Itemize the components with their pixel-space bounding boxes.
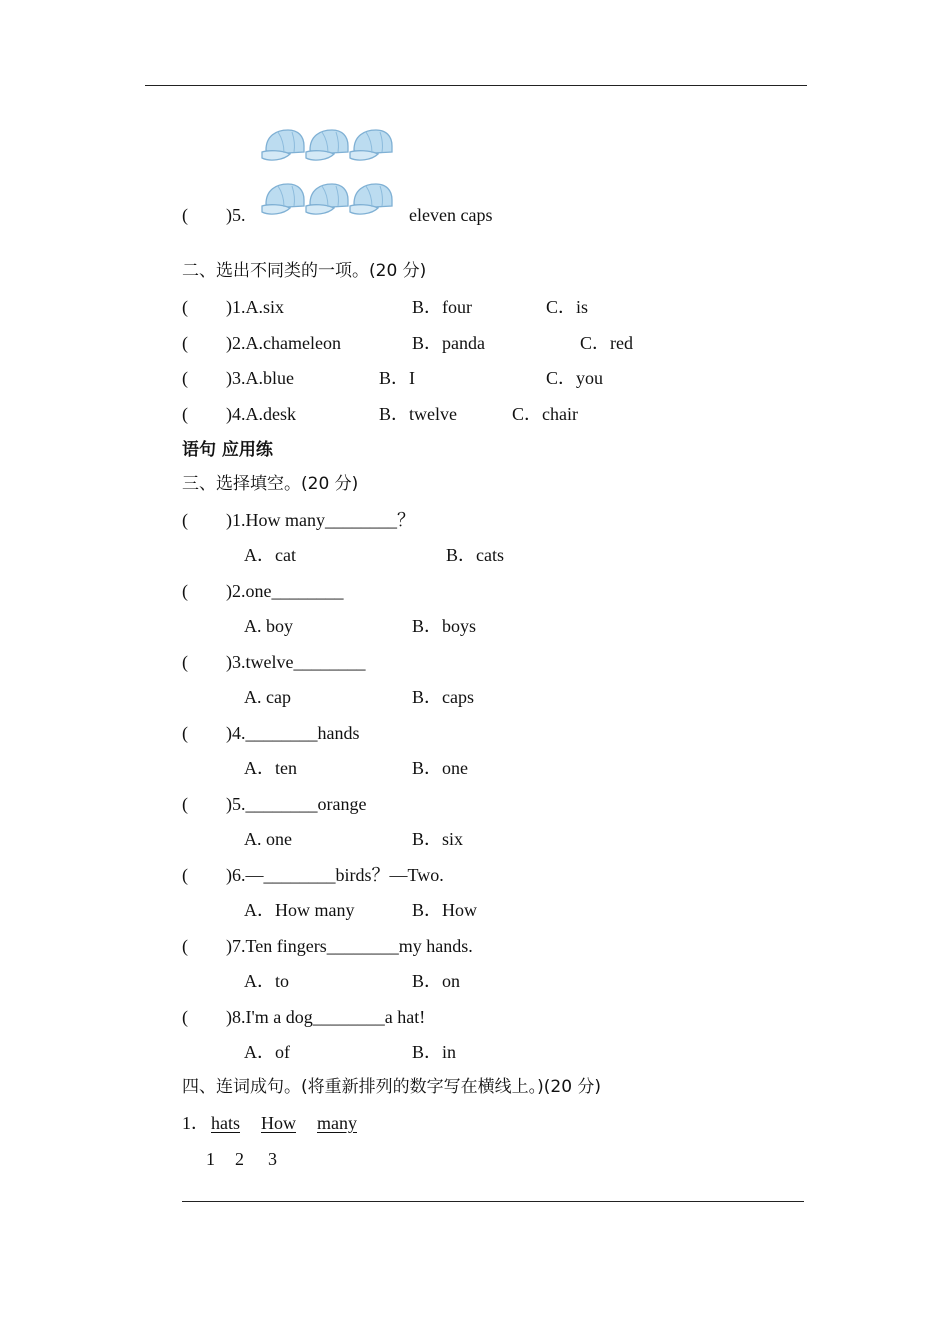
question-number: )5. bbox=[226, 205, 246, 225]
cap-icon bbox=[306, 130, 348, 160]
paren-open: ( bbox=[182, 404, 188, 424]
option-a: A．How many bbox=[244, 900, 355, 920]
option-b: B．twelve bbox=[379, 404, 457, 424]
question-text: )6.—________birds？—Two. bbox=[226, 865, 444, 885]
question-number: )3.A.blue bbox=[226, 368, 294, 388]
question-text: )2.one________ bbox=[226, 581, 344, 601]
paren-open: ( bbox=[182, 1007, 188, 1027]
option-b: B．cats bbox=[446, 545, 504, 565]
paren-open: ( bbox=[182, 794, 188, 814]
top-rule bbox=[145, 85, 807, 86]
section-heading: 二、选出不同类的一项。(20 分) bbox=[182, 261, 427, 281]
question-number: 1． bbox=[182, 1113, 209, 1133]
question-text: )1.How many________？ bbox=[226, 510, 415, 530]
option-a: A．of bbox=[244, 1042, 290, 1062]
scrambled-word: hats bbox=[211, 1113, 240, 1133]
question-text: )5.________orange bbox=[226, 794, 367, 814]
section-heading: 三、选择填空。(20 分) bbox=[182, 474, 359, 494]
option-a: A. one bbox=[244, 829, 292, 849]
paren-open: ( bbox=[182, 581, 188, 601]
question-number: )2.A.chameleon bbox=[226, 333, 341, 353]
paren-open: ( bbox=[182, 368, 188, 388]
question-text: )8.I'm a dog________a hat! bbox=[226, 1007, 426, 1027]
scrambled-word: How bbox=[261, 1113, 296, 1133]
cap-icon bbox=[350, 130, 392, 160]
caps-picture bbox=[260, 124, 400, 224]
option-b: B．How bbox=[412, 900, 478, 920]
paren-open: ( bbox=[182, 333, 188, 353]
word-number: 3 bbox=[268, 1149, 277, 1169]
question-text: )7.Ten fingers________my hands. bbox=[226, 936, 473, 956]
option-b: B．panda bbox=[412, 333, 485, 353]
scrambled-word: many bbox=[317, 1113, 357, 1133]
option-c: C．chair bbox=[512, 404, 578, 424]
option-b: B．six bbox=[412, 829, 464, 849]
option-a: A．to bbox=[244, 971, 289, 991]
paren-open: ( bbox=[182, 723, 188, 743]
cap-icon bbox=[350, 184, 392, 214]
paren-open: ( bbox=[182, 652, 188, 672]
paren-open: ( bbox=[182, 865, 188, 885]
option-a: A. cap bbox=[244, 687, 291, 707]
word-number: 1 bbox=[206, 1149, 215, 1169]
option-b: B．caps bbox=[412, 687, 474, 707]
paren-open: ( bbox=[182, 936, 188, 956]
option-b: B．four bbox=[412, 297, 472, 317]
paren-open: ( bbox=[182, 297, 188, 317]
option-c: C．is bbox=[546, 297, 589, 317]
cap-icon bbox=[262, 184, 304, 214]
option-b: B．one bbox=[412, 758, 468, 778]
word-number: 2 bbox=[235, 1149, 244, 1169]
paren-open: ( bbox=[182, 510, 188, 530]
option-a: A. boy bbox=[244, 616, 293, 636]
question-text: )4.________hands bbox=[226, 723, 360, 743]
option-b: B．on bbox=[412, 971, 461, 991]
question-text: )3.twelve________ bbox=[226, 652, 366, 672]
picture-caption: eleven caps bbox=[409, 205, 493, 225]
question-number: )1.A.six bbox=[226, 297, 284, 317]
option-a: A．ten bbox=[244, 758, 297, 778]
option-b: B．boys bbox=[412, 616, 477, 636]
cap-icon bbox=[262, 130, 304, 160]
cap-icon bbox=[306, 184, 348, 214]
option-b: B．I bbox=[379, 368, 415, 388]
option-a: A．cat bbox=[244, 545, 296, 565]
answer-line[interactable] bbox=[182, 1201, 804, 1202]
option-c: C．you bbox=[546, 368, 604, 388]
section-heading: 四、连词成句。(将重新排列的数字写在横线上。)(20 分) bbox=[182, 1077, 602, 1097]
option-c: C．red bbox=[580, 333, 633, 353]
part-title: 语句 应用练 bbox=[182, 440, 273, 460]
option-b: B．in bbox=[412, 1042, 457, 1062]
question-number: )4.A.desk bbox=[226, 404, 296, 424]
paren-open: ( bbox=[182, 205, 188, 225]
